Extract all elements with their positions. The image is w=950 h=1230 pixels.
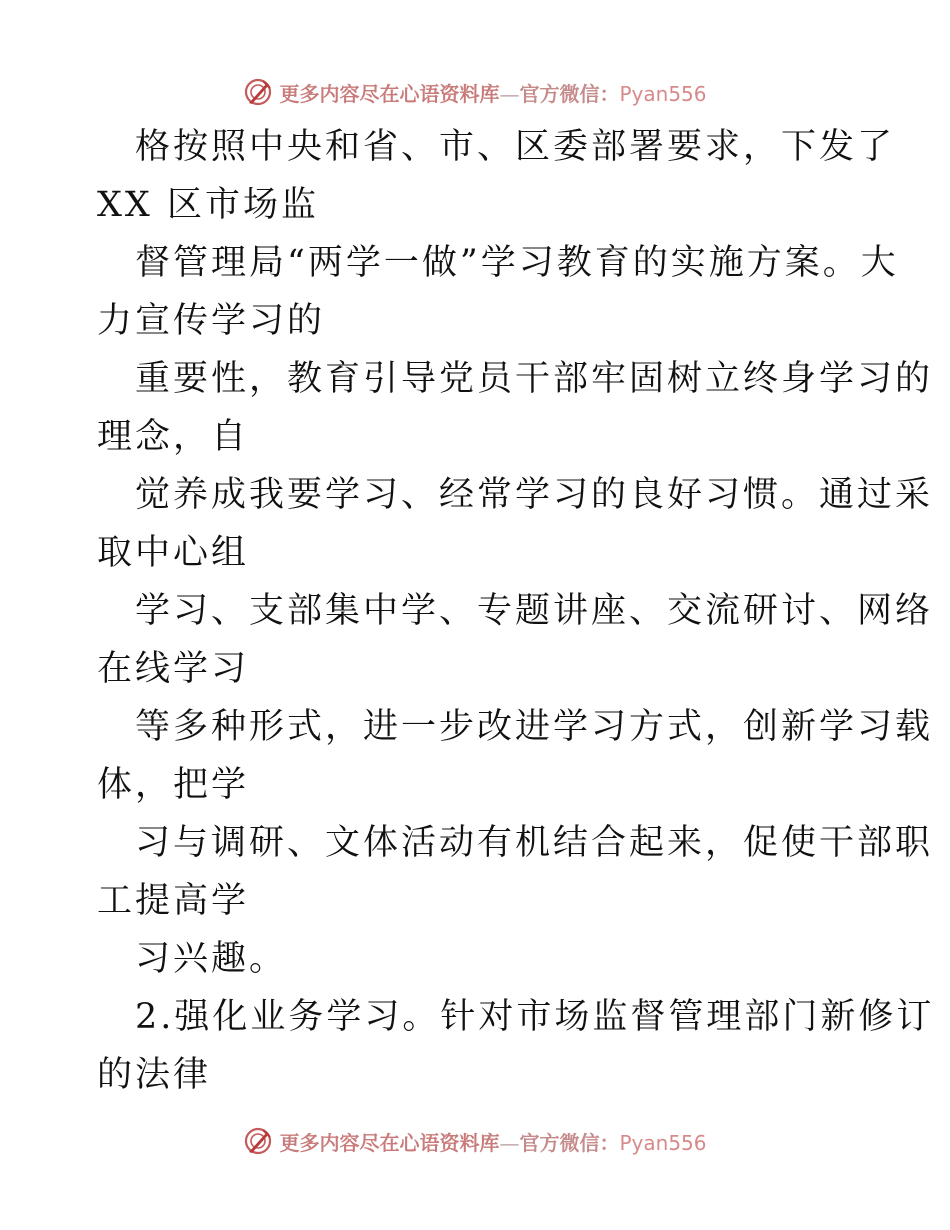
text-line: 理念，自 [97,417,250,457]
text-line: 觉养成我要学习、经常学习的良好习惯。通过采 [135,475,934,515]
text-line: 学习、支部集中学、专题讲座、交流研讨、网络 [135,591,934,631]
text-line: 取中心组 [97,533,250,573]
header-banner [0,72,950,112]
text-line: 重要性，教育引导党员干部牢固树立终身学习的 [135,359,934,399]
text-line: 习与调研、文体活动有机结合起来，促使干部职 [135,823,934,863]
footer-brand-text: 更多内容尽在心语资料库 [279,1130,500,1155]
footer-wechat-id: Pyan556 [619,1130,707,1155]
text-line: 在线学习 [97,649,250,689]
header-wechat-id: Pyan556 [619,81,707,106]
text-line: 习兴趣。 [135,939,288,979]
text-line: 体，把学 [97,765,250,805]
text-line: 工提高学 [97,881,250,921]
footer-banner [0,1121,950,1161]
text-line: XX 区市场监 [97,185,319,225]
text-line: 2.强化业务学习。针对市场监督管理部门新修订 [135,997,935,1037]
text-line: 格按照中央和省、市、区委部署要求，下发了 [135,127,896,167]
header-brand-text: 更多内容尽在心语资料库 [279,81,500,106]
text-line: 的法律 [97,1055,212,1095]
text-line: 等多种形式，进一步改进学习方式，创新学习载 [135,707,934,747]
header-brand-line [279,78,706,107]
document-body [97,118,935,1104]
footer-brand-line [279,1127,706,1156]
header-wechat-label: 官方微信： [519,81,620,106]
footer-separator: — [499,1130,520,1155]
footer-wechat-label: 官方微信： [519,1130,620,1155]
text-line: 督管理局“两学一做”学习教育的实施方案。大 [135,243,899,283]
text-line: 力宣传学习的 [97,301,326,341]
quill-logo-icon [243,1126,273,1156]
header-separator: — [499,81,520,106]
quill-logo-icon [243,77,273,107]
